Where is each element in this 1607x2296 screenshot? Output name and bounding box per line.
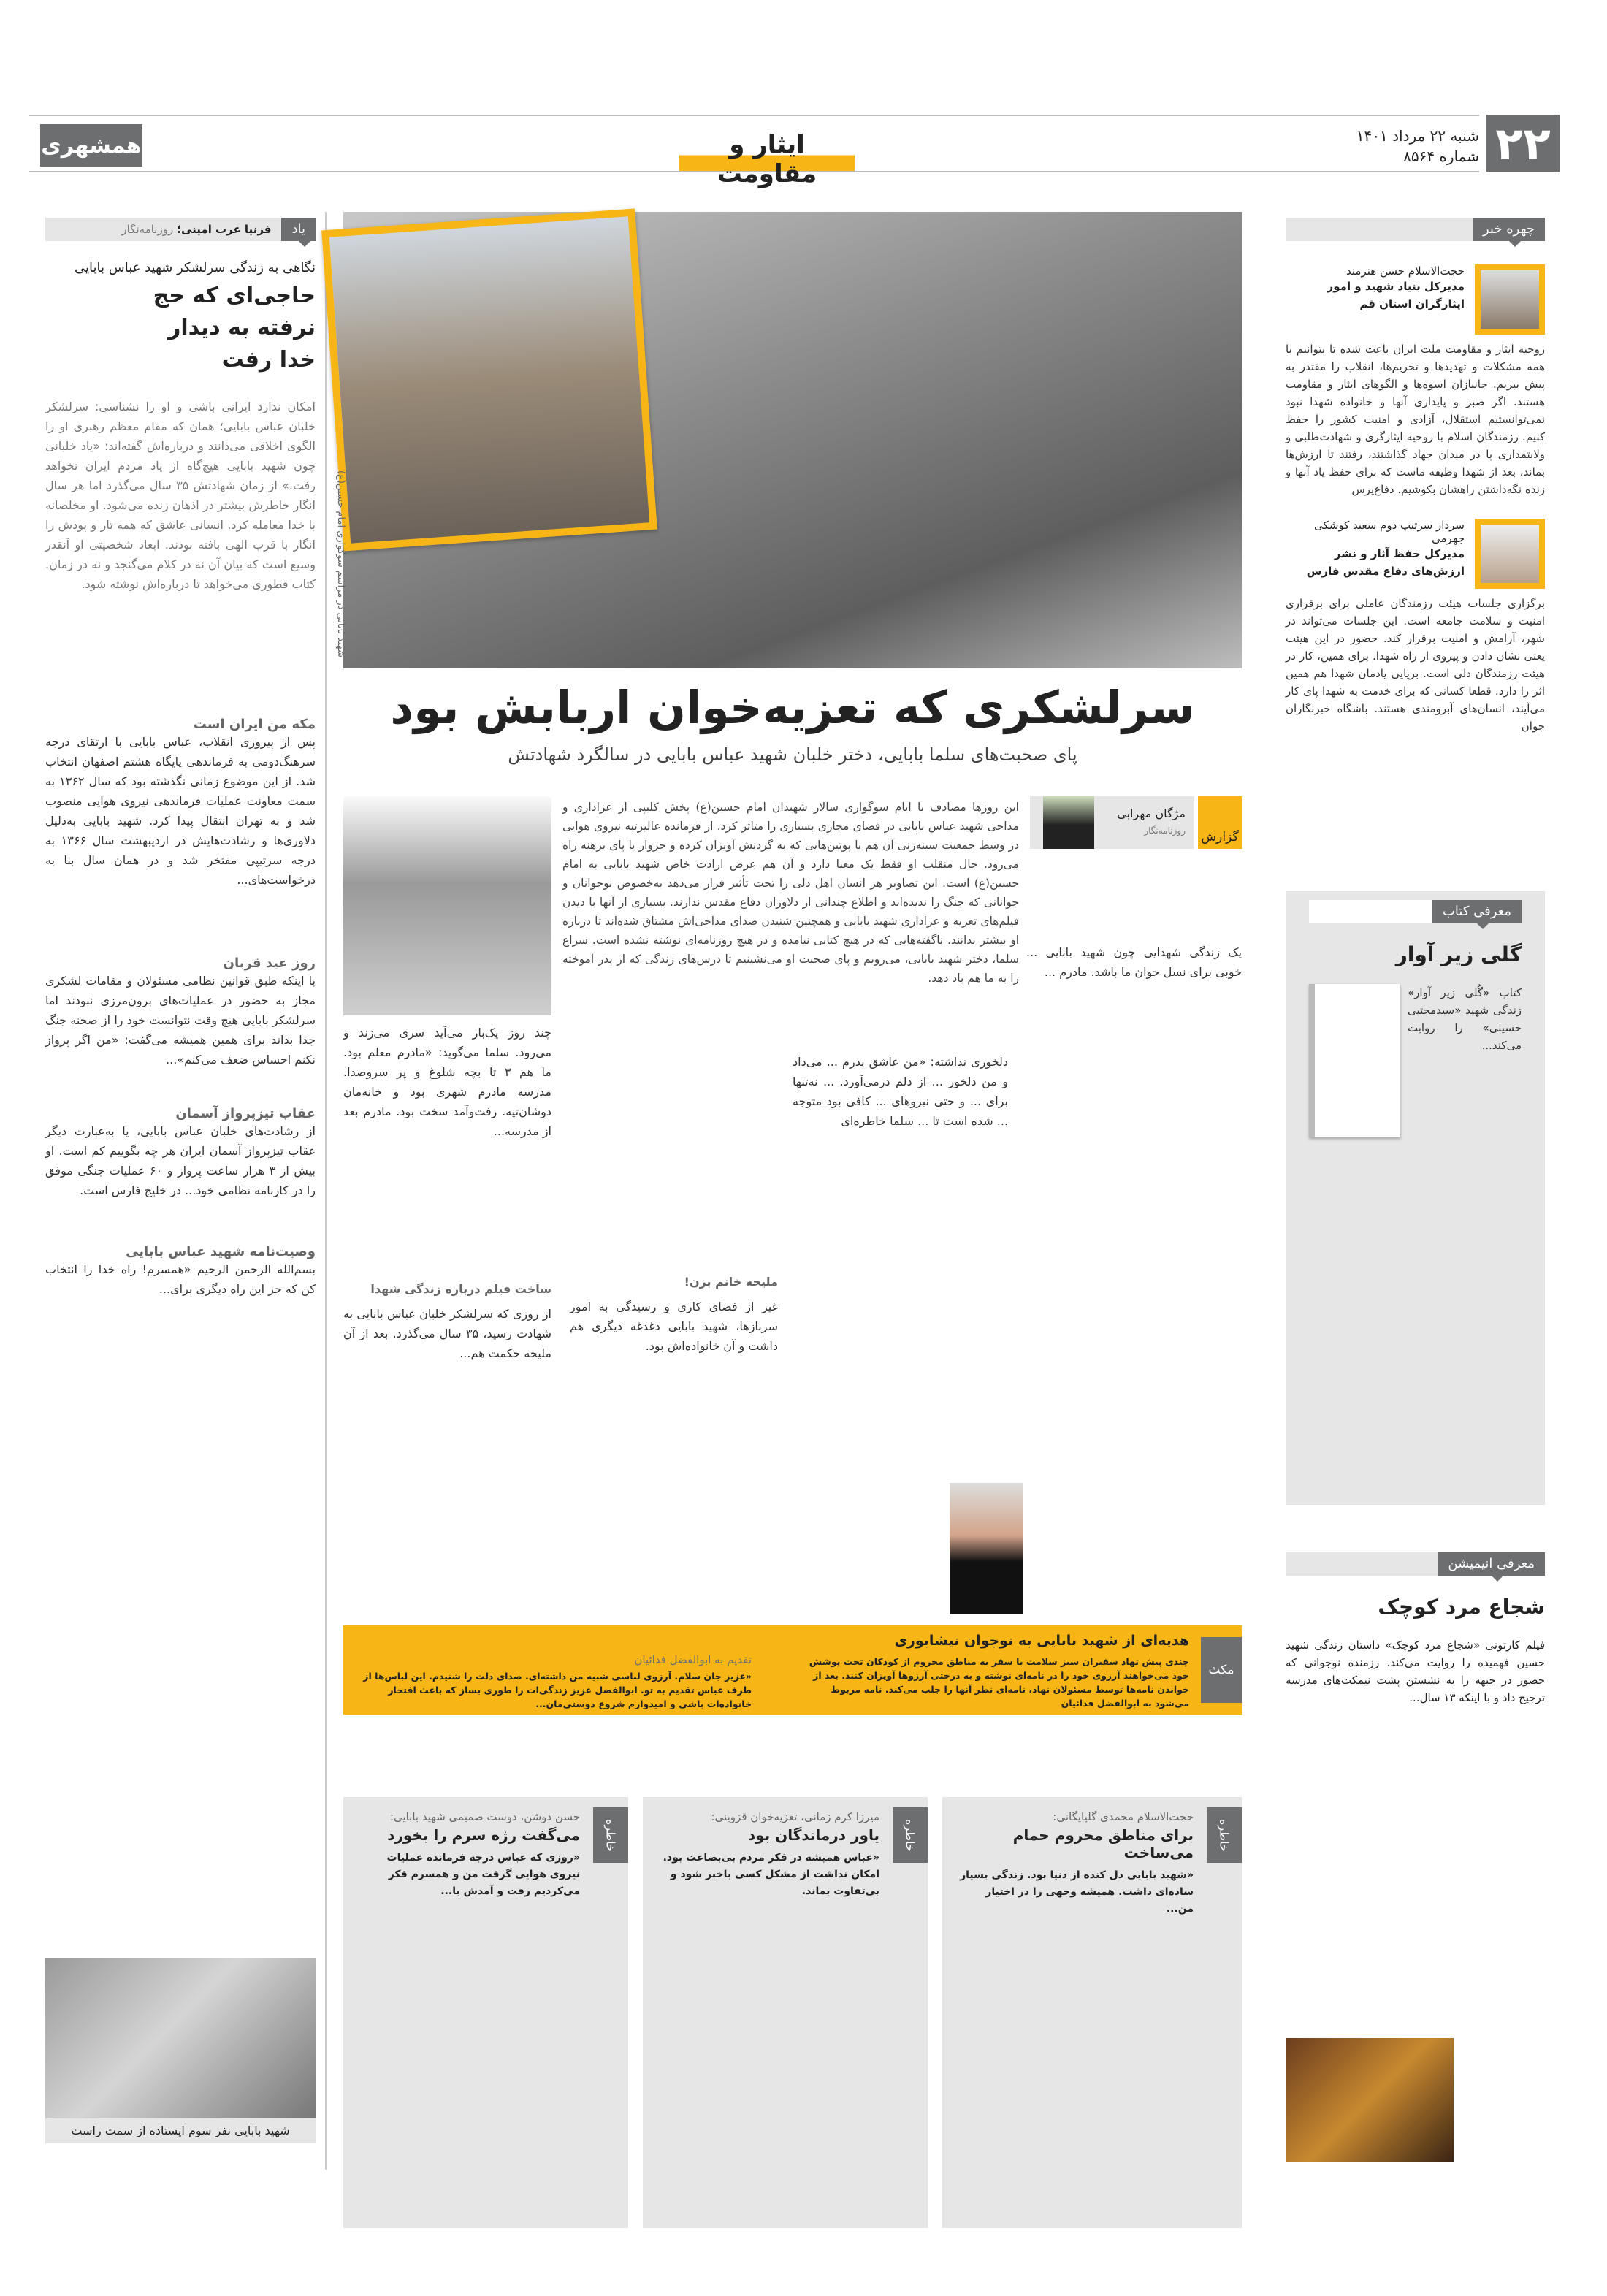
animation-section <box>1286 1552 1545 1706</box>
memory-tag: خاطره <box>893 1807 928 1863</box>
yad-tagbar <box>45 218 316 241</box>
animation-tag: معرفی انیمیشن <box>1438 1552 1545 1576</box>
left-byline <box>121 218 281 241</box>
face-news-tagbar <box>1286 218 1545 241</box>
animation-tagbar <box>1286 1552 1545 1576</box>
makes-title: هدیه‌ای از شهید بابایی به نوجوان نیشابوری <box>894 1633 1189 1649</box>
dedication-text: «عزیز جان سلام. آرزوی لباسی شبیه من داشته‌ای. صدای دلت را شنیدم. این لباس‌ها از طرف عباس تقدیم به تو. ابوالفضل عزیز زندگی‌ات را طوری بساز که باعث افتخار خانواده‌ات باشی و امیدوارم شروع دوستی‌مان... <box>363 1671 752 1709</box>
memory-text: «شهید بابایی دل کنده از دنیا بود. زندگی بسیار ساده‌ای داشت. همیشه وجهی را در اختیار من... <box>960 1869 1194 1915</box>
book-title: گلی زیر آوار <box>1395 942 1522 966</box>
left-subhead-2: روز عید قربان <box>223 956 316 971</box>
newspaper-logo: همشهری <box>40 124 142 167</box>
section-title: ایثار و مقاومت <box>679 130 855 171</box>
left-subhead-4: وصیت‌نامه شهید عباس بابایی <box>126 1244 316 1259</box>
book-box <box>1286 891 1545 1505</box>
yad-tag: یاد <box>281 218 316 241</box>
left-kicker: نگاهی به زندگی سرلشکر شهید عباس بابایی <box>75 260 316 275</box>
dedication-title: تقدیم به ابوالفضل فدائیان <box>634 1653 752 1666</box>
main-intro: این روزها مصادف با ایام سوگواری سالار شهیدان امام حسین(ع) پخش کلیپی از عزاداری و مداحی شهید عباس بابایی در فضای مجازی بسیاری را متاثر کرد. از فرمانده عالیرتبه نیروی هوایی در وسط جمعیت سینه‌زنی آن هم با پوتین‌هایی که به گردنش آویزان کرده و حروار با پای برهنه راه می‌رود. حال منقلب او فقط یک معنا دارد و آن هم عرض ارادت خاص شهید بابایی به امام حسین(ع) است. این تصاویر هر انسان اهل دلی را تحت تأثیر قرار می‌دهد به‌خصوص نوجوانان و جوانانی که جنگ را ندیده‌اند و اطلاع چندانی از دلاوران دفاع مقدس ندارند. بسیاری از آنها با دیدن فیلم‌های تعزیه و عزاداری شهید بابایی و همچنین شنیدن صدای مداحی‌اش مشتاق شده‌اند تا درباره او بیشتر بدانند. ناگفته‌هایی که در هیچ کتابی نیامده و در هیچ روزنامه‌ای نوشته نشده است. سراغ سلما، دختر شهید بابایی، می‌رویم و پای صحبت او می‌نشینیم تا درس‌های زندگی که از پدر آموخته را به ما هم یاد دهد. <box>562 801 1019 985</box>
makes-box <box>343 1625 1242 1715</box>
profile-photo <box>1475 264 1545 335</box>
memory-title: برای مناطق محروم حمام می‌ساخت <box>1012 1826 1194 1861</box>
headline-block <box>343 679 1242 767</box>
header-rule-top <box>29 115 1479 116</box>
left-author: فرنیا عرب امینی؛ <box>176 223 272 236</box>
memory-tag: خاطره <box>1207 1807 1242 1863</box>
memory-box-1 <box>942 1797 1242 2228</box>
memory-speaker: حسن دوشن، دوست صمیمی شهید بابایی: <box>389 1810 580 1823</box>
body-column-4: چند روز یک‌بار می‌آید سری می‌زند و می‌رود. سلما می‌گوید: «مادرم معلم بود. ما هم ۳ تا بچه شلوغ و پر سروصدا. مدرسه مادرم شهری بود و خانه‌مان دوشان‌تپه. رفت‌وآمد سخت بود. مادرم بعد از مدرسه... <box>343 1026 551 1138</box>
profile-photo <box>1475 519 1545 589</box>
main-photo-caption: شهید بابایی در مراسم سوگواری امام حسین(ع) <box>335 470 346 657</box>
profile-name: حجت‌الاسلام حسن هنرمند <box>1346 264 1465 278</box>
book-tag: معرفی کتاب <box>1432 900 1522 923</box>
issue-info <box>1242 126 1479 167</box>
page-number: ۲۲ <box>1486 115 1560 172</box>
animation-text: فیلم کارتونی «شجاع مرد کوچک» داستان زندگی شهید حسین فهمیده را روایت می‌کند. رزمنده نوجوانی که حضور در جبهه را به نشستن پشت نیمکت‌های مدرسه ترجیح داد و با اینکه ۱۳ سال... <box>1286 1639 1545 1704</box>
body-column-1: یک زندگی شهدایی چون شهید بابایی ... خوبی برای نسل جوان ما باشد. مادرم ... <box>1026 945 1242 979</box>
right-column <box>1286 218 1545 735</box>
salma-babaei-photo <box>950 1483 1023 1614</box>
profile-2 <box>1286 519 1545 589</box>
face-news-tag: چهره خبر <box>1473 218 1545 241</box>
memory-title: می‌گفت رژه سرم را بخورد <box>387 1826 580 1844</box>
profile-role: مدیرکل بنیاد شهید و امور ایثارگران استان قم <box>1327 280 1465 310</box>
book-tagbar <box>1309 900 1522 923</box>
left-section-2: با اینکه طبق قوانین نظامی مسئولان و مقامات لشکری مجاز به حضور در عملیات‌های برون‌مرزی نبودند اما سرلشکر بابایی هیچ وقت نتوانست خود را از صحنه جنگ جدا بداند برای همین همیشه می‌گفت: «من اگر پرواز نکنم احساس ضعف می‌کنم»... <box>45 974 316 1067</box>
profile-quote: روحیه ایثار و مقاومت ملت ایران باعث شده تا بتوانیم با همه مشکلات و تهدیدها و تحریم‌ها، انقلاب را مقتدر به پیش ببریم. جانبازان اسوه‌ها و الگوهای ایثار و مقاومت هستند. اگر صبر و پایداری آنها و خانواده شهدا نبود نمی‌توانستیم استقلال، آزادی و امنیت کشور را حفظ کنیم. رزمندگان اسلام با روحیه ایثارگری و شهادت‌طلبی و ولایتمداری پا در میدان جهاد گذاشتند، رفتند تا ارزش‌ها بماند، بعد از شهدا وظیفه ماست که برای حفظ یاد آنها و زنده نگه‌داشتن راهشان بکوشیم. دفاع‌پرس <box>1286 343 1545 496</box>
makes-text: چندی پیش نهاد سفیران سبز سلامت با سفر به مناطق محروم از کودکان تحت پوشش خود می‌خواهند آرزوی خود را در نامه‌ای نوشته و به درختی آرزوها آویزان کنند. بعد از خواندن نامه‌ها توسط مسئولان نهاد، نامه‌ای نظر آنها را جلب می‌کند. نامه مربوط می‌شود به ابوالفضل فدائیان <box>809 1656 1189 1709</box>
author-name: مژگان مهرابی <box>1117 806 1186 820</box>
inset-photo-tazieh <box>321 209 657 552</box>
film-text: از روزی که سرلشکر خلبان عباس بابایی به شهادت رسید، ۳۵ سال می‌گذرد. بعد از آن ملیحه حکمت هم... <box>343 1307 551 1360</box>
memory-box-2 <box>643 1797 928 2228</box>
memory-tag: خاطره <box>593 1807 628 1863</box>
report-tag: گزارش <box>1198 796 1242 849</box>
left-lead: امکان ندارد ایرانی باشی و او را نشناسی: سرلشکر خلبان عباس بابایی؛ همان که مقام معظم رهبری او را الگوی اخلاقی می‌دانند و درباره‌اش گفته‌اند: «یاد خلبانی چون شهید بابایی هیچ‌گاه از یاد مردم ایران نخواهد رفت.» از زمان شهادتش ۳۵ سال می‌گذرد اما هر سال انگار خاطرش بیشتر در اذهان زنده می‌شود. او مخلصانه با خدا معامله کرد. انسانی عاشق که همه تار و پودش را انگار با قرب الهی بافته بودند. ابعاد شخصیتی او آنقدر وسیع است که بیان آن نه در کلام می‌گنجد و نه در زمان. کتاب قطوری می‌خواهد تا درباره‌اش نوشته شود. <box>45 400 316 591</box>
profile-name: سردار سرتیپ دوم سعید کوشکی جهرمی <box>1314 519 1465 545</box>
body-column-3: غیر از فضای کاری و رسیدگی به امور سربازها، شهید بابایی دغدغه دیگری هم داشت و آن خانواده‌اش بود. <box>570 1300 778 1353</box>
left-section-3: از رشادت‌های خلبان عباس بابایی، یا به‌عبارت دیگر عقاب تیزپرواز آسمان ایران هر چه بگوییم کم است. او بیش از ۳ هزار ساعت پرواز و ۶۰ عملیات جنگی موفق را در کارنامه نظامی خود... در خلیج فارس است. <box>45 1124 316 1197</box>
body-column-2: دلخوری نداشته: «من عاشق پدرم ... می‌داد و من دلخور ... از دلم درمی‌آورد. ... نه‌تنها برای ... و حتی نیروهای ... کافی بود متوجه ... شده است تا ... سلما خاطره‌ای <box>793 1055 1008 1128</box>
profile-1 <box>1286 264 1545 335</box>
profile-quote: برگزاری جلسات هیئت رزمندگان عاملی برای برقراری امنیت و سلامت جامعه است. این جلسات می‌تواند در شهر، آرامش و امنیت برقرار کند. حضور در این هیئت یعنی نشان دادن و پیروی از راه شهدا. برای همین، کار در هیئت رزمندگان دلی است. برپایی یادمان شهدا هم همین اثر را دارد. قطعا کسانی که برای خدمت به شهدا پای کار می‌آیند، انسان‌های آبرومندی هستند. باشگاه خبرنگاران جوان <box>1286 597 1545 733</box>
memory-text: «روزی که عباس درجه فرمانده عملیات نیروی هوایی گرفت من و همسرم فکر می‌کردیم رفت و آمدش با... <box>386 1852 580 1897</box>
pilots-photo-caption: شهید بابایی نفر سوم ایستاده از سمت راست <box>45 2118 316 2143</box>
book-cover <box>1309 984 1400 1137</box>
author-avatar <box>1043 796 1094 849</box>
main-headline: سرلشکری که تعزیه‌خوان اربابش بود <box>390 681 1195 734</box>
left-section-1: پس از پیروزی انقلاب، عباس بابایی با ارتقای درجه سرهنگ‌دومی به فرماندهی پایگاه هشتم اصفهان انتخاب شد. از این موضوع زمانی نگذشته بود که سال ۱۳۶۲ به سمت معاونت عملیات فرماندهی نیروی هوایی منصوب شد و به تهران انتقال پیدا کرد. شهید بابایی به‌دلیل دلاوری‌ها و رشادت‌هایش در اردیبهشت سال ۱۳۶۶ به درجه سرتیپی مفتخر شد و در همان سال بنا به درخواست‌های... <box>45 735 316 887</box>
left-author-role: روزنامه‌نگار <box>121 223 174 236</box>
issue-date: شنبه ۲۲ مرداد ۱۴۰۱ <box>1356 127 1479 145</box>
subhead-maliheh: ملیحه خانم بزن! <box>684 1275 778 1289</box>
animation-poster <box>1286 2038 1454 2162</box>
left-section-4: بسم‌الله الرحمن الرحیم «همسرم! راه خدا را انتخاب کن که جز این راه دیگری برای... <box>45 1262 316 1296</box>
author-box <box>1030 796 1194 849</box>
column-divider <box>325 212 327 2170</box>
author-role: روزنامه‌نگار <box>1144 825 1186 836</box>
memory-speaker: حجت‌الاسلام محمدی گلپایگانی: <box>1053 1810 1194 1823</box>
left-subhead-1: مکه من ایران است <box>193 717 316 732</box>
babaei-portrait <box>343 796 551 1015</box>
memory-box-3 <box>343 1797 628 2228</box>
left-title: حاجی‌ای که حج نرفته به دیدار خدا رفت <box>153 283 316 373</box>
left-column <box>45 218 316 1299</box>
makes-tag: مکث <box>1201 1637 1242 1703</box>
profile-role: مدیرکل حفظ آثار و نشر ارزش‌های دفاع مقدس فارس <box>1306 547 1465 578</box>
pilots-group-photo <box>45 1958 316 2118</box>
book-text: کتاب «گُلی زیر آوار» زندگی شهید «سیدمجتبی حسینی» را روایت می‌کند... <box>1408 986 1522 1052</box>
main-subheadline: پای صحبت‌های سلما بابایی، دختر خلبان شهید عباس بابایی در سالگرد شهادتش <box>508 744 1077 765</box>
issue-number: شماره ۸۵۶۴ <box>1403 148 1479 165</box>
memory-speaker: میرزا کرم زمانی، تعزیه‌خوان قزوینی: <box>711 1810 879 1823</box>
subhead-film: ساخت فیلم درباره زندگی شهدا <box>370 1282 551 1296</box>
memory-title: یاور درماندگان بود <box>747 1826 879 1844</box>
left-subhead-3: عقاب تیزپرواز آسمان <box>175 1106 316 1121</box>
animation-title: شجاع مرد کوچک <box>1378 1595 1545 1619</box>
memory-text: «عباس همیشه در فکر مردم بی‌بضاعت بود. امکان نداشت از مشکل کسی باخبر شود و بی‌تفاوت بماند. <box>663 1852 879 1897</box>
